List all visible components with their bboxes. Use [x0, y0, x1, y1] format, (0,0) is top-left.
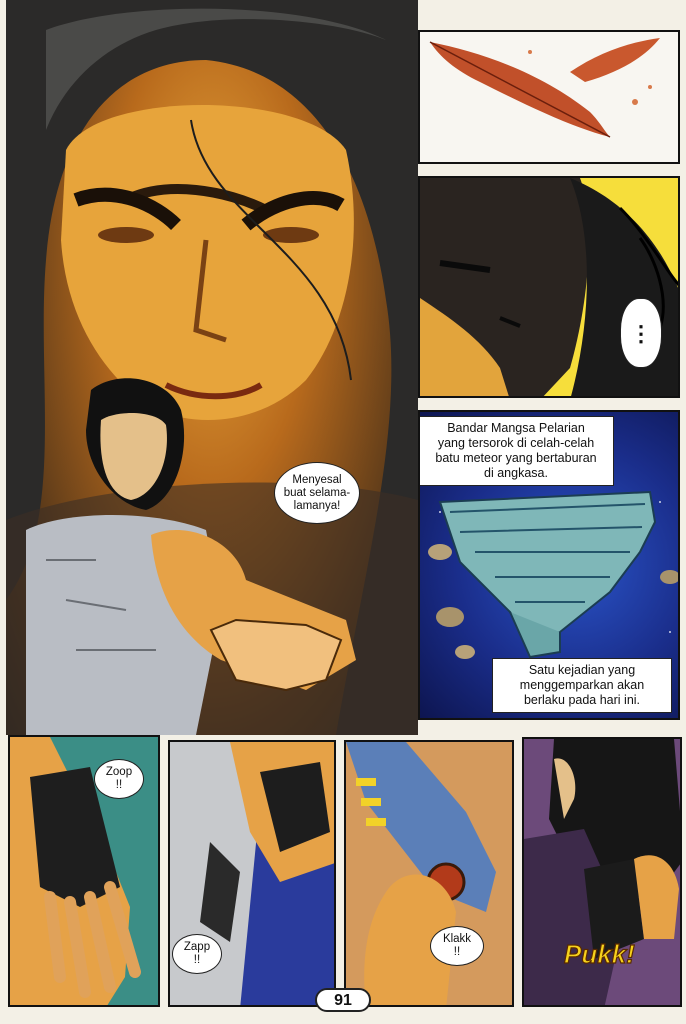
blade-panel — [344, 740, 514, 1007]
sfx-text: !! — [193, 954, 201, 966]
blade-illustration — [346, 742, 514, 1007]
sfx-balloon — [94, 759, 144, 799]
belt-panel — [168, 740, 336, 1007]
caption-line: menggemparkan akan — [519, 678, 645, 692]
caption-line: Bandar Mangsa Pelarian — [447, 421, 585, 435]
space-station-panel — [418, 410, 680, 720]
sfx-text: Zoop — [105, 766, 133, 778]
caption-line: Satu kejadian yang — [528, 663, 636, 677]
balloon-line: lamanya! — [293, 499, 341, 512]
shadowed-face-panel — [418, 176, 680, 398]
gloved-hand-panel — [8, 735, 160, 1007]
giant-face-illustration — [6, 0, 418, 735]
ellipsis-balloon — [620, 298, 662, 368]
balloon-line: buat selama- — [283, 486, 351, 499]
caption-line: yang tersorok di celah-celah — [437, 436, 595, 450]
sfx-balloon — [430, 926, 484, 966]
page-number: 91 — [315, 988, 371, 1012]
masked-figure-panel — [522, 737, 682, 1007]
speech-balloon — [274, 462, 360, 524]
sfx-text: Klakk — [442, 933, 472, 945]
caption-line: di angkasa. — [484, 466, 548, 480]
sfx-text: Zapp — [183, 941, 211, 953]
feather-illustration — [420, 32, 680, 164]
sfx-text: !! — [453, 946, 461, 958]
hero-panel — [6, 0, 418, 735]
caption-box — [492, 658, 672, 713]
balloon-ellipsis: ⋮ — [630, 320, 652, 346]
caption-line: berlaku pada hari ini. — [523, 693, 641, 707]
sfx-pukk: Pukk! — [564, 939, 635, 969]
balloon-line: Menyesal — [292, 473, 342, 486]
caption-line: batu meteor yang bertaburan — [435, 451, 597, 465]
feather-panel — [418, 30, 680, 164]
sfx-text: !! — [115, 779, 123, 791]
caption-box — [418, 416, 614, 486]
sfx-balloon — [172, 934, 222, 974]
